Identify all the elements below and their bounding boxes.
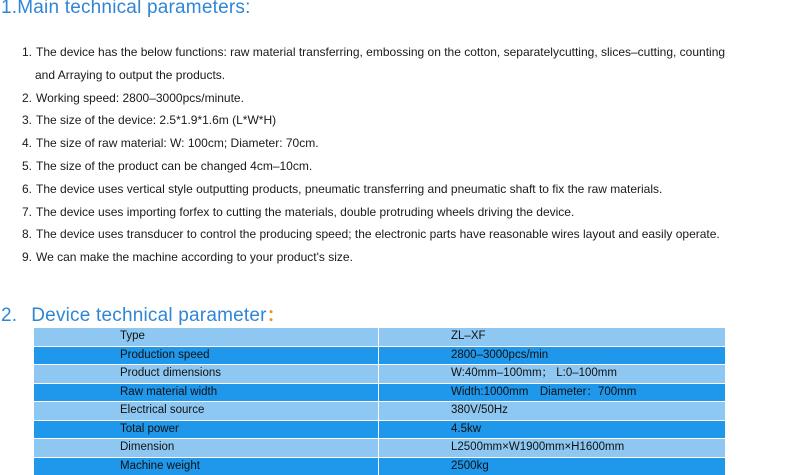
spec-value: W:40mm–100mm； L:0–100mm	[379, 365, 726, 384]
table-row	[34, 420, 725, 439]
spec-key: Type	[34, 328, 379, 346]
spec-value: 2500kg	[379, 457, 726, 475]
section-1-number: 1.	[1, 0, 18, 18]
spec-key: Production speed	[34, 346, 379, 365]
section-2-title: Device technical parameter	[31, 305, 267, 326]
spec-value: 2800–3000pcs/min	[379, 346, 726, 365]
list-item: 3. The size of the device: 2.5*1.9*1.6m (L*W*H)	[22, 113, 277, 128]
section-1-heading	[1, 0, 251, 19]
list-item: 6. The device uses vertical style outputting products, pneumatic transferring and pneumatic shaft to fix the raw materials.	[22, 181, 663, 196]
list-item-continuation: and Arraying to output the products.	[35, 67, 226, 82]
spec-key: Product dimensions	[34, 365, 379, 384]
section-2-heading	[1, 300, 286, 327]
list-item: 4. The size of raw material: W: 100cm; Diameter: 70cm.	[22, 136, 319, 151]
table-row	[34, 346, 725, 365]
list-item: 1. The device has the below functions: raw material transferring, embossing on the cotton, separatelycutting, slices–cutting, counting	[22, 45, 726, 59]
list-item: 7. The device uses importing forfex to cutting the materials, double protruding wheels driving the device.	[22, 204, 575, 219]
main-parameters-list	[22, 41, 800, 269]
table-row	[34, 402, 725, 421]
spec-key: Raw material width	[34, 383, 379, 402]
section-1-title: Main technical parameters:	[17, 0, 251, 18]
table-row	[34, 328, 725, 346]
list-item: 5. The size of the product can be changed 4cm–10cm.	[22, 158, 313, 173]
table-row	[34, 383, 725, 402]
spec-key: Dimension	[34, 439, 379, 458]
list-item: 8. The device uses transducer to control the producing speed; the electronic parts have reasonable wires layout and easily operate.	[22, 227, 720, 242]
list-item: 2. Working speed: 2800–3000pcs/minute.	[22, 90, 244, 105]
table-row	[34, 365, 725, 384]
spec-table	[34, 328, 725, 475]
spec-key: Machine weight	[34, 457, 379, 475]
spec-key: Total power	[34, 420, 379, 439]
spec-value: ZL–XF	[379, 328, 726, 346]
spec-value: 380V/50Hz	[379, 402, 726, 421]
table-row	[34, 457, 725, 475]
spec-value: 4.5kw	[379, 420, 726, 439]
spec-key: Electrical source	[34, 402, 379, 421]
section-2-number: 2.	[1, 305, 18, 326]
spec-value: L2500mm×W1900mm×H1600mm	[379, 439, 726, 458]
spec-value: Width:1000mm Diameter：700mm	[379, 383, 726, 402]
section-2-colon: ：	[266, 305, 286, 326]
list-item: 9. We can make the machine according to your product's size.	[22, 250, 353, 265]
table-row	[34, 439, 725, 458]
